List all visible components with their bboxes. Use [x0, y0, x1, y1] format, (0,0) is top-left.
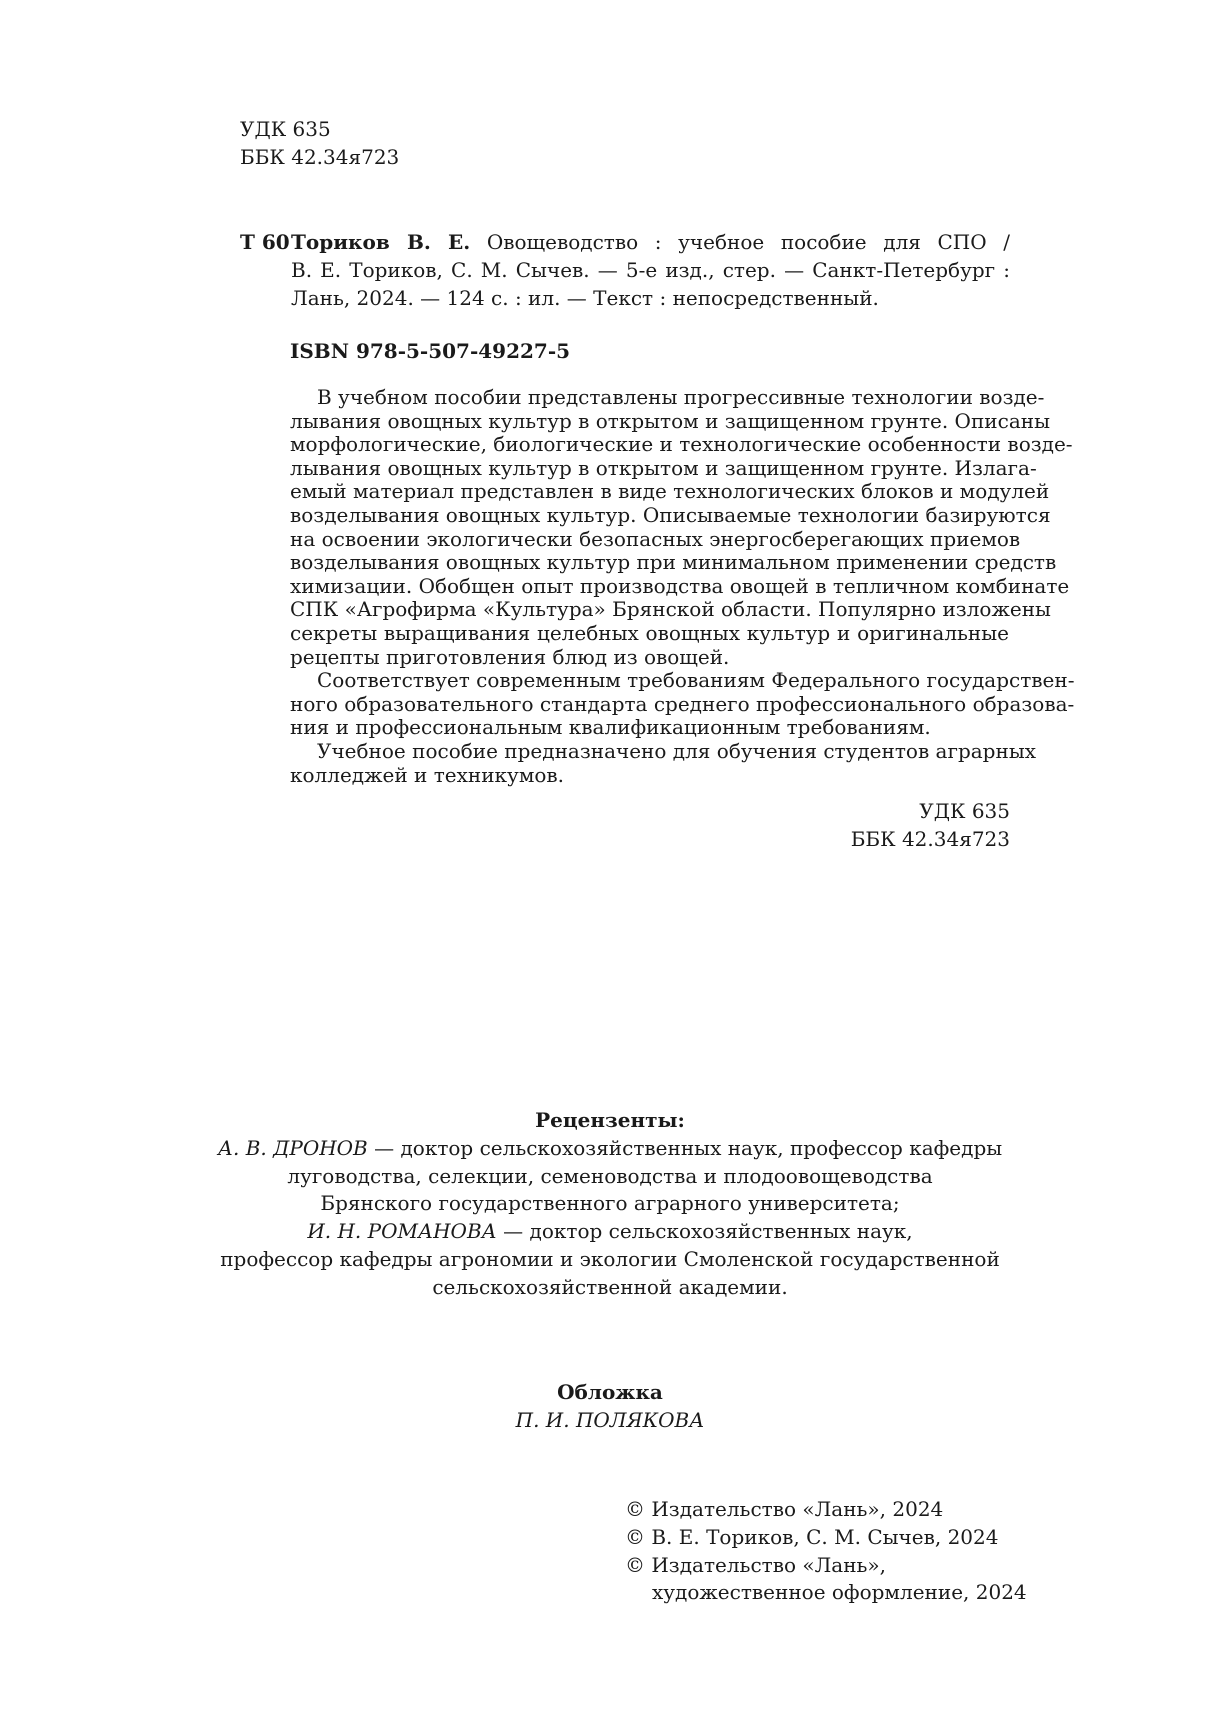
annotation-line: лывания овощных культур в открытом и защищенном грунте. Излага- — [290, 455, 1037, 480]
annotation-line: химизации. Обобщен опыт производства овощей в тепличном комбинате — [290, 573, 1070, 598]
annotation-line: возделывания овощных культур при минимальном применении средств — [290, 550, 1057, 575]
bbk-code: ББК 42.34я723 — [850, 827, 1010, 851]
annotation-line: В учебном пособии представлены прогрессивные технологии возде- — [317, 385, 1045, 409]
reviewer-2-line-2: профессор кафедры агрономии и экологии Смоленской государственной — [220, 1246, 1000, 1271]
reviewer-2-title: — доктор сельскохозяйственных наук, — [496, 1219, 913, 1244]
annotation-line: секреты выращивания целебных овощных культур и оригинальные — [290, 620, 1009, 645]
annotation-line: емый материал представлен в виде технологических блоков и модулей — [290, 479, 1050, 504]
copyright-line: © Издательство «Лань», — [625, 1552, 887, 1577]
reviewers-heading-text: Рецензенты: — [535, 1108, 685, 1132]
annotation-line: колледжей и техникумов. — [290, 762, 565, 787]
reviewer-2-name: И. Н. РОМАНОВА — [307, 1219, 497, 1244]
author-code: Т 60 — [240, 230, 290, 254]
annotation-line: СПК «Агрофирма «Культура» Брянской области. Популярно изложены — [290, 597, 1051, 622]
copyright-line: © В. Е. Ториков, С. М. Сычев, 2024 — [625, 1524, 999, 1549]
annotation-line: ния и профессиональным квалификационным требованиям. — [290, 715, 931, 740]
copyright-block — [625, 1496, 1027, 1607]
reviewer-1-line-1 — [200, 1135, 1020, 1163]
udk-code: УДК 635 — [919, 799, 1010, 823]
copyright-line: © Издательство «Лань», 2024 — [625, 1497, 944, 1521]
reviewer-1-title: — доктор сельскохозяйственных наук, профессор кафедры — [367, 1135, 1003, 1160]
reviewer-2-line-1 — [200, 1218, 1020, 1246]
annotation-line: Учебное пособие предназначено для обучения студентов аграрных — [317, 738, 1037, 763]
annotation-line: на освоении экологически безопасных энергосберегающих приемов — [290, 526, 1021, 551]
copyright-line: художественное оформление, 2024 — [652, 1580, 1027, 1605]
author-name: Ториков В. Е. — [291, 230, 471, 254]
annotation-line: рецепты приготовления блюд из овощей. — [290, 644, 730, 669]
catalog-line-3: Лань, 2024. — 124 с. : ил. — Текст : непосредственный. — [291, 286, 879, 310]
annotation — [290, 385, 1075, 787]
reviewer-1-name: А. В. ДРОНОВ — [217, 1135, 368, 1160]
reviewer-1-line-2: луговодства, селекции, семеноводства и плодоовощеводства — [287, 1163, 933, 1188]
annotation-line: лывания овощных культур в открытом и защищенном грунте. Описаны — [290, 408, 1050, 433]
classification-top — [240, 115, 399, 171]
annotation-line: возделывания овощных культур. Описываемые технологии базируются — [290, 502, 1051, 527]
reviewers-heading — [200, 1107, 1020, 1135]
bbk-code: ББК 42.34я723 — [240, 145, 400, 169]
udk-code: УДК 635 — [240, 117, 331, 141]
catalog-line-2: В. Е. Ториков, С. М. Сычев. — 5-е изд., стер. — Санкт-Петербург : — [291, 258, 1010, 282]
cover-designer: П. И. ПОЛЯКОВА — [515, 1408, 705, 1432]
classification-bottom — [760, 797, 1010, 853]
catalog-title: Овощеводство : учебное пособие для СПО / — [486, 230, 1010, 254]
annotation-line: морфологические, биологические и технологические особенности возде- — [290, 432, 1073, 457]
reviewer-1-line-3: Брянского государственного аграрного университета; — [320, 1191, 900, 1216]
annotation-line: ного образовательного стандарта среднего профессионального образова- — [290, 691, 1075, 716]
reviewers-block — [200, 1107, 1020, 1302]
cover-heading-text: Обложка — [557, 1380, 663, 1404]
cover-heading — [300, 1378, 920, 1406]
reviewer-2-line-3: сельскохозяйственной академии. — [432, 1274, 788, 1299]
isbn: ISBN 978-5-507-49227-5 — [290, 339, 571, 363]
annotation-line: Соответствует современным требованиям Федерального государствен- — [317, 668, 1075, 693]
catalog-line-1 — [291, 228, 1010, 256]
cover-credit — [300, 1378, 920, 1434]
